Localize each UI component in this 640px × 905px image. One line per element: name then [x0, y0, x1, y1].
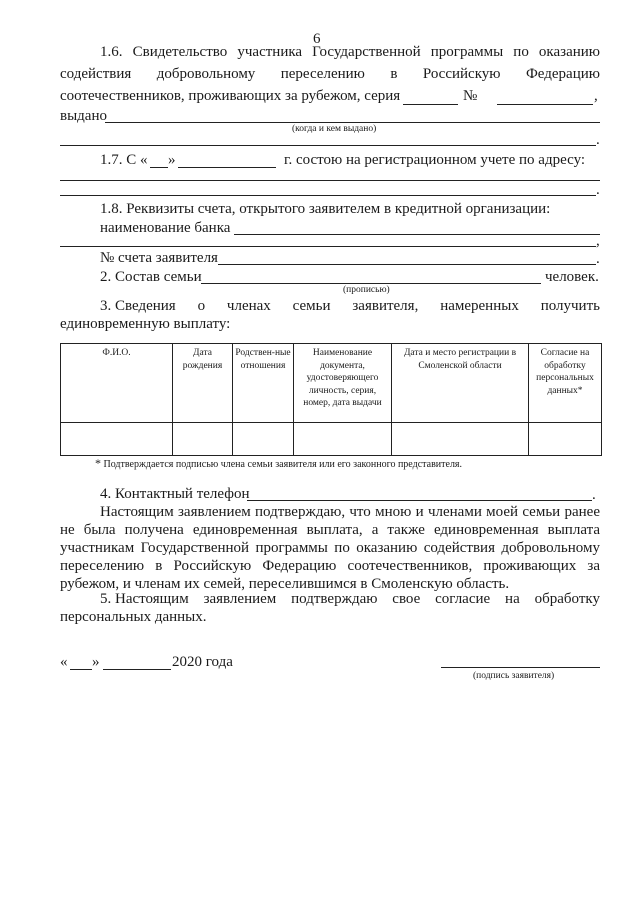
- footnote-text: Подтверждается подписью члена семьи заявителя или его законного представителя.: [103, 459, 463, 470]
- cell-registration[interactable]: [392, 423, 529, 456]
- word: согласие: [435, 591, 491, 607]
- unit-label: человек.: [545, 269, 599, 285]
- quote-close: »: [168, 152, 176, 168]
- date-quote-close: »: [92, 654, 100, 670]
- number-field[interactable]: [497, 104, 593, 105]
- word: Федерацию: [262, 558, 337, 574]
- word: заявителя,: [352, 298, 419, 314]
- section-1-6-lead: 1.6. Свидетельство участника Государственной программы по оказанию: [100, 44, 600, 60]
- period: .: [596, 251, 600, 267]
- cell-id-document[interactable]: [294, 423, 392, 456]
- word: добровольному: [156, 66, 256, 82]
- bank-label: наименование банка: [100, 220, 231, 236]
- word: переселению: [60, 558, 145, 574]
- word: соотечественников,: [347, 558, 473, 574]
- table-row: [61, 423, 602, 456]
- cell-birth-date[interactable]: [173, 423, 233, 456]
- family-members-table: [60, 343, 602, 456]
- issued-label: выдано: [60, 108, 107, 124]
- section-3-line2: единовременную выплату:: [60, 316, 231, 332]
- comma: ,: [594, 88, 598, 104]
- section-5-line1: [100, 590, 600, 608]
- bank-field[interactable]: [234, 234, 600, 235]
- word: Российскую: [422, 66, 501, 82]
- series-field[interactable]: [403, 104, 458, 105]
- header-consent: Согласие на обработку персональных данных*: [529, 344, 602, 423]
- word: содействия: [60, 66, 132, 82]
- word: получить: [540, 298, 600, 314]
- issued-caption: (когда и кем выдано): [292, 124, 377, 134]
- signature-caption: (подпись заявителя): [473, 671, 555, 681]
- signature-field[interactable]: [441, 667, 600, 668]
- word: в: [390, 66, 398, 82]
- section-1-7-text: г. состою на регистрационном учете по адресу:: [284, 152, 586, 168]
- word: Федерацию: [525, 66, 600, 82]
- period: .: [596, 182, 600, 198]
- section-3-line1: [100, 297, 600, 315]
- account-field[interactable]: [218, 264, 596, 265]
- word: свое: [392, 591, 421, 607]
- address-field-line1[interactable]: [60, 180, 600, 181]
- comma: ,: [596, 233, 600, 249]
- word: обработку: [534, 591, 600, 607]
- section-2-label: 2. Состав семьи: [100, 269, 202, 285]
- day-field[interactable]: [150, 167, 168, 168]
- word: на: [505, 591, 520, 607]
- account-label: № счета заявителя: [100, 250, 218, 266]
- issued-field[interactable]: [105, 122, 600, 123]
- cell-relationship[interactable]: [233, 423, 294, 456]
- word: 3. Сведения: [100, 298, 176, 314]
- confirm-line5: рубежом, и членам их семей, переселившимся в Смоленскую область.: [60, 576, 510, 592]
- sign-day-field[interactable]: [70, 669, 92, 670]
- header-relationship: Родствен-ные отношения: [233, 344, 294, 423]
- confirm-line3: участникам Государственной программы по оказанию содействия добровольному: [60, 540, 600, 556]
- section-1-8-title: 1.8. Реквизиты счета, открытого заявителем в кредитной организации:: [100, 201, 551, 217]
- section-4-label: 4. Контактный телефон: [100, 486, 250, 502]
- confirm-line1: Настоящим заявлением подтверждаю, что мною и членами моей семьи ранее: [100, 504, 600, 520]
- month-field[interactable]: [178, 167, 276, 168]
- date-quote-open: «: [60, 654, 68, 670]
- word: заявлением: [203, 591, 277, 607]
- number-sign: №: [463, 88, 478, 104]
- footnote-mark: *: [95, 456, 101, 470]
- family-size-caption: (прописью): [343, 285, 390, 295]
- word: Российскую: [173, 558, 252, 574]
- cell-consent[interactable]: [529, 423, 602, 456]
- bank-field-line2[interactable]: [60, 246, 596, 247]
- family-size-field[interactable]: [201, 283, 541, 284]
- word: проживающих: [483, 558, 577, 574]
- word: подтверждаю: [291, 591, 378, 607]
- year-text: 2020 года: [172, 654, 233, 670]
- word: за: [587, 558, 600, 574]
- word: о: [197, 298, 206, 314]
- section-1-6-line3: соотечественников, проживающих за рубежом, серия: [60, 88, 401, 104]
- cell-full-name[interactable]: [61, 423, 173, 456]
- address-field-line2[interactable]: [60, 195, 596, 196]
- phone-field[interactable]: [247, 500, 592, 501]
- period: .: [596, 132, 600, 148]
- table-footnote: [95, 457, 462, 471]
- confirm-line2: не была получена единовременная выплата, а также единовременная выплата: [60, 522, 600, 538]
- period: .: [592, 487, 596, 503]
- section-1-6-line2: [60, 65, 600, 83]
- page-number: 6: [313, 31, 321, 47]
- issued-field-line2[interactable]: [60, 145, 596, 146]
- header-registration: Дата и место регистрации в Смоленской области: [392, 344, 529, 423]
- header-id-document: Наименование документа, удостоверяющего личность, серия, номер, дата выдачи: [294, 344, 392, 423]
- confirm-line4: [60, 557, 600, 575]
- section-5-line2: персональных данных.: [60, 609, 207, 625]
- word: в: [155, 558, 163, 574]
- word: 5. Настоящим: [100, 591, 189, 607]
- word: переселению: [280, 66, 365, 82]
- word: семьи: [292, 298, 331, 314]
- word: членах: [226, 298, 271, 314]
- header-full-name: Ф.И.О.: [61, 344, 173, 423]
- word: намеренных: [440, 298, 519, 314]
- section-1-7-prefix: 1.7. С «: [100, 152, 148, 168]
- header-birth-date: Дата рождения: [173, 344, 233, 423]
- table-header-row: [61, 344, 602, 423]
- sign-month-field[interactable]: [103, 669, 171, 670]
